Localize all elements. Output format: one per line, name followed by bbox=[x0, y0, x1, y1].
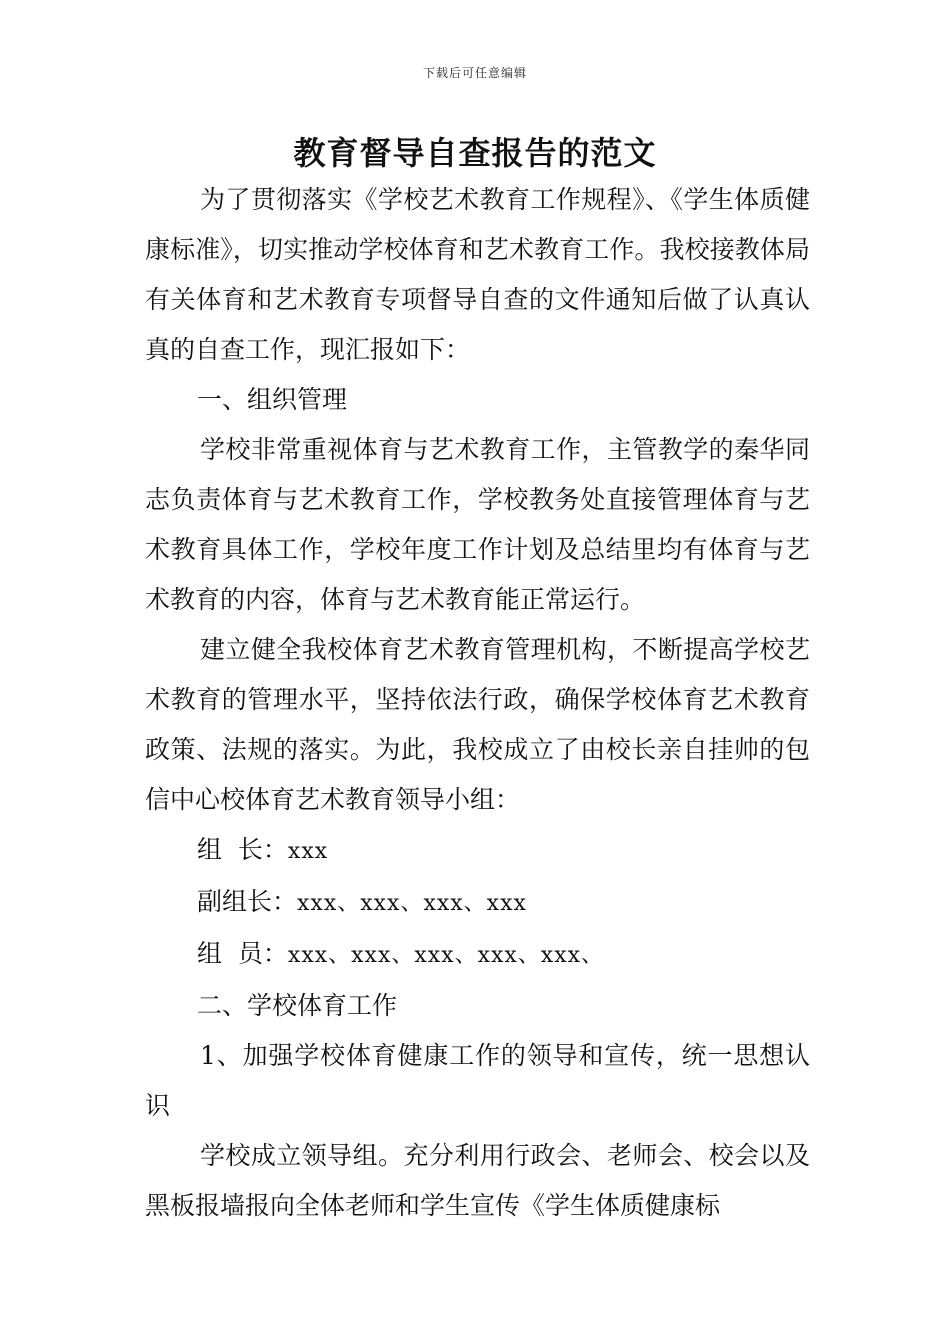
document-title: 教育督导自查报告的范文 bbox=[293, 134, 657, 172]
section-heading-organization: 一、组织管理 bbox=[197, 385, 348, 414]
roster-members-label: 组 员： bbox=[197, 939, 288, 968]
roster-deputy bbox=[145, 877, 810, 929]
roster-leader bbox=[145, 825, 810, 877]
intro-paragraph: 为了贯彻落实《学校艺术教育工作规程》、《学生体质健康标准》，切实推动学校体育和艺术教育工作。我校接教体局有关体育和艺术教育专项督导自查的文件通知后做了认真认真的自查工作，现汇报如下： bbox=[145, 185, 810, 364]
organization-paragraph-1: 学校非常重视体育与艺术教育工作，主管教学的秦华同志负责体育与艺术教育工作，学校教务处直接管理体育与艺术教育具体工作，学校年度工作计划及总结里均有体育与艺术教育的内容，体育与艺术教育能正常运行。 bbox=[145, 435, 810, 614]
roster-deputy-value: xxx、xxx、xxx、xxx bbox=[297, 891, 527, 916]
section-heading-sports: 二、学校体育工作 bbox=[197, 991, 398, 1020]
header-note: 下载后可任意编辑 bbox=[422, 66, 527, 80]
roster-leader-value: xxx bbox=[287, 839, 329, 864]
roster-members-value: xxx、xxx、xxx、xxx、xxx、 bbox=[287, 943, 605, 968]
roster-leader-label: 组 长： bbox=[197, 835, 288, 864]
organization-paragraph-2: 建立健全我校体育艺术教育管理机构，不断提高学校艺术教育的管理水平，坚持依法行政，确保学校体育艺术教育政策、法规的落实。为此，我校成立了由校长亲自挂帅的包信中心校体育艺术教育领导小组： bbox=[145, 635, 810, 814]
document-body bbox=[145, 175, 810, 1231]
roster-members bbox=[145, 929, 810, 981]
roster-deputy-label: 副组长： bbox=[197, 887, 298, 916]
sports-item-1: 1、加强学校体育健康工作的领导和宣传，统一思想认识 bbox=[145, 1041, 810, 1120]
sports-paragraph-1: 学校成立领导组。充分利用行政会、老师会、校会以及黑板报墙报向全体老师和学生宣传《学生体质健康标 bbox=[145, 1141, 810, 1220]
